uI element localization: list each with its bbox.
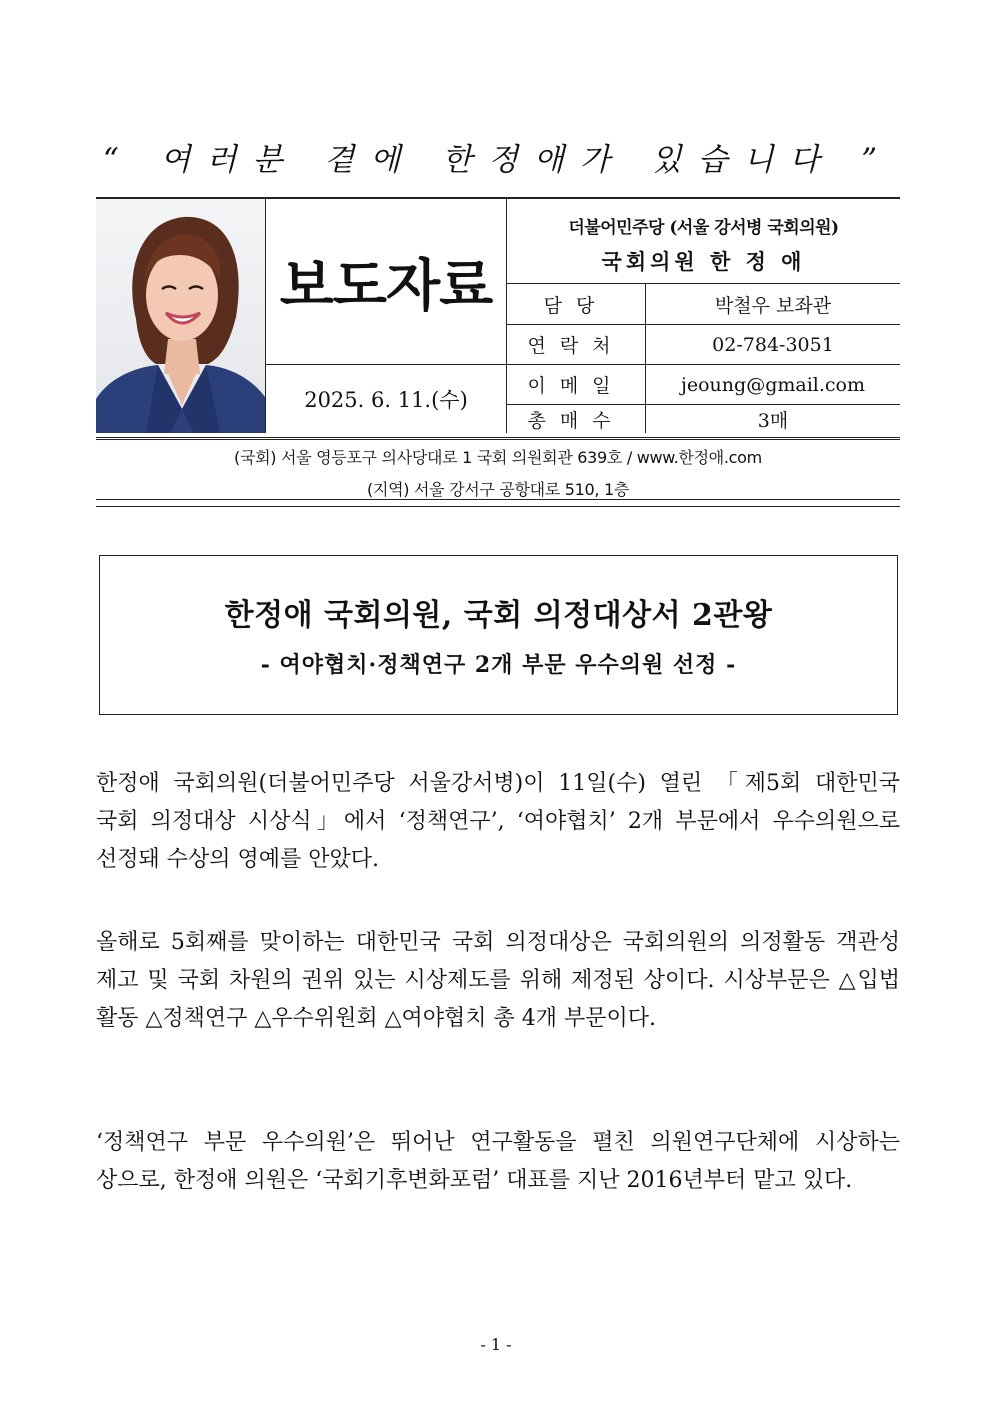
local-office-address: (지역) 서울 강서구 공항대로 510, 1층 <box>367 480 629 499</box>
member-name: 국회의원 한 정 애 <box>601 249 806 274</box>
contact-person-label: 담당 <box>507 284 646 324</box>
email-label: 이메일 <box>507 365 646 404</box>
press-release-header <box>96 197 900 440</box>
contact-person-row <box>507 284 900 325</box>
member-photo <box>96 199 266 433</box>
assembly-address: (국회) 서울 영등포구 의사당대로 1 국회 의원회관 639호 / www.한정애.com <box>234 448 762 467</box>
phone-label: 연락처 <box>507 325 646 364</box>
email-value: jeoung@gmail.com <box>680 373 865 396</box>
party-affiliation: 더불어민주당 (서울 강서병 국회의원) <box>568 218 839 238</box>
address-divider <box>96 499 900 507</box>
contact-person-value: 박철우 보좌관 <box>714 294 832 317</box>
page-count-label: 총매수 <box>507 405 646 433</box>
motto: “ 여러분 곁에 한정애가 있습니다 ” <box>102 142 894 178</box>
body-paragraph-3: ‘정책연구 부문 우수의원’은 뛰어난 연구활동을 펼친 의원연구단체에 시상하는 상으로, 한정애 의원은 ‘국회기후변화포럼’ 대표를 지난 2016년부터 맡고 있다. <box>96 1130 900 1193</box>
page-count-row <box>507 405 900 433</box>
email-row <box>507 365 900 405</box>
phone-value: 02-784-3051 <box>712 333 834 356</box>
title-box <box>99 555 898 715</box>
headline: 한정애 국회의원, 국회 의정대상서 2관왕 <box>224 598 773 633</box>
phone-row <box>507 325 900 365</box>
body-paragraph-2: 올해로 5회째를 맞이하는 대한민국 국회 의정대상은 국회의원의 의정활동 객관성 제고 및 국회 차원의 권위 있는 시상제도를 위해 제정된 상이다. 시상부문은 △입법 활동 △정책연구 △우수위원회 △여야협치 총 4개 부문이다. <box>96 930 900 1031</box>
release-date: 2025. 6. 11.(수) <box>266 365 507 433</box>
document-type: 보도자료 <box>266 199 507 365</box>
member-affiliation <box>507 199 900 284</box>
body-paragraph-1: 한정애 국회의원(더불어민주당 서울강서병)이 11일(수) 열린 「제5회 대한민국 국회 의정대상 시상식」에서 ‘정책연구’, ‘여야협치’ 2개 부문에서 우수의원으로 선정돼 수상의 영예를 안았다. <box>96 771 900 872</box>
subheadline: - 여야협치·정책연구 2개 부문 우수의원 선정 - <box>260 652 737 678</box>
page-number: - 1 - <box>480 1335 512 1354</box>
page-count-value: 3매 <box>757 409 789 432</box>
